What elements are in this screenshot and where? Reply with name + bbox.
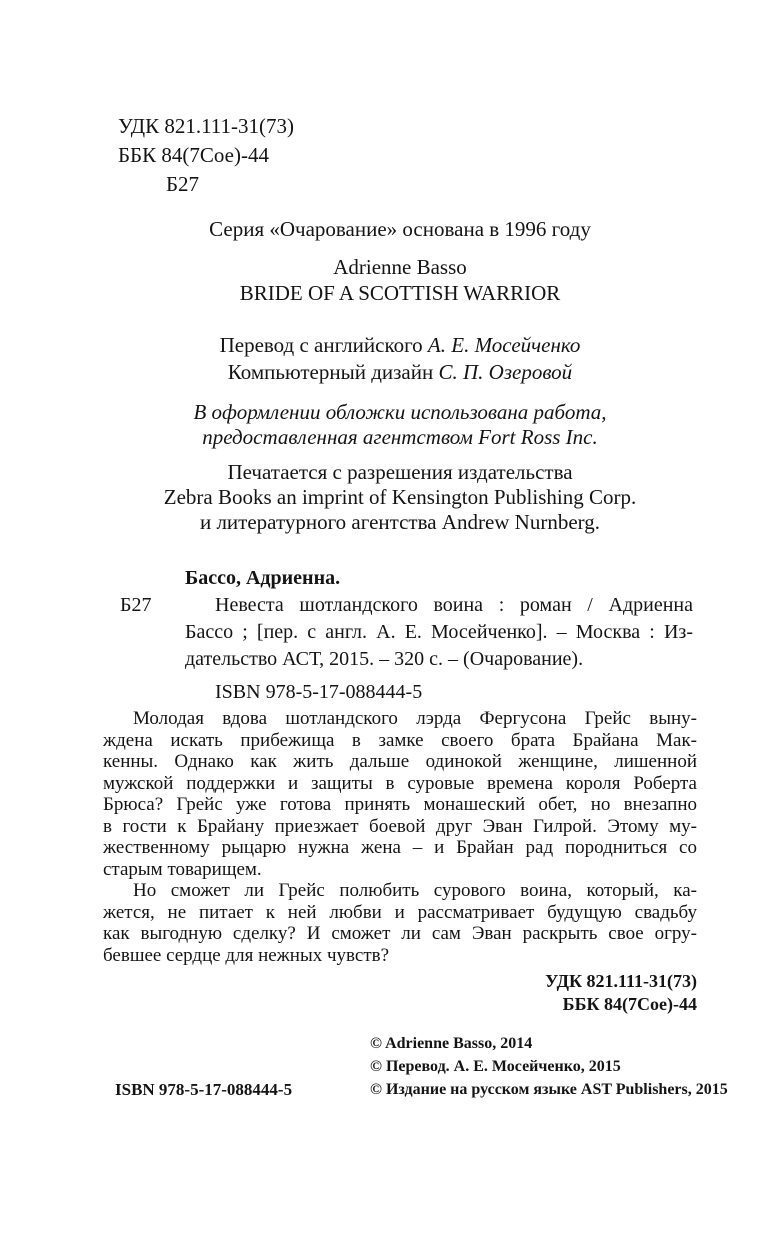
permission-note [0,460,768,535]
permission-line1: Печатается с разрешения издательства [227,460,573,484]
isbn-bottom: ISBN 978-5-17-088444-5 [115,1080,293,1099]
original-author: Adrienne Basso [333,255,467,279]
text-line: Но сможет ли Грейс полюбить сурового воина, который, ка- [133,880,697,901]
text-line: ждена искать прибежища в замке своего брата Брайана Мак- [103,729,697,751]
text-line: Бассо ; [пер. с англ. А. Е. Мосейченко]. – Москва : Из- [185,621,693,643]
text-line: старым товарищем. [103,858,262,880]
series-note: Серия «Очарование» основана в 1996 году [209,217,591,241]
text-line: © Издание на русском языке AST Publishers, 2015 [370,1081,728,1098]
catalog-codes-top [118,0,768,199]
permission-line3: и литературного агентства Andrew Nurnberg. [199,510,601,534]
design-label: Компьютерный дизайн [227,360,439,384]
text-line: жется, не питает к ней любви и рассматривает будущую свадьбу [103,901,697,923]
original-title: BRIDE OF A SCOTTISH WARRIOR [239,281,561,305]
text-line: © Adrienne Basso, 2014 [370,1035,533,1052]
bibliographic-record [120,565,693,673]
text-line: кенны. Однако как жить дальше одинокой женщине, лишенной [103,751,697,772]
biblio-author-sign: Б27 [120,594,152,616]
permission-line2: Zebra Books an imprint of Kensington Publishing Corp. [163,485,637,509]
annotation [103,708,697,966]
biblio-author-heading: Бассо, Адриенна. [185,567,341,589]
designer-name: С. П. Озеровой [438,360,573,384]
translator-name: А. Е. Мосейченко [427,333,581,357]
credits-block [0,332,768,386]
text-line: дательство АСТ, 2015. – 320 с. – (Очарование). [185,648,584,670]
text-line: как выгодную сделку? И сможет ли сам Эван раскрыть свое огру- [103,923,697,944]
cover-note-line1: В оформлении обложки использована работа, [193,400,607,424]
cover-art-note [0,400,768,450]
cover-note-line2: предоставленная агентством Fort Ross Inc. [202,425,598,449]
text-line: в гости к Брайану приезжает боевой друг Эван Гилрой. Этому му- [103,815,697,837]
text-line: Невеста шотландского воина : роман / Адриенна [215,594,693,616]
udc-code: УДК 821.111-31(73) [118,114,294,138]
annotation-paragraph-1 [103,708,697,880]
design-credit [103,359,697,386]
translation-label: Перевод с английского [219,333,428,357]
annotation-paragraph-2 [103,880,697,966]
text-line: жественному рыцарю нужна жена – и Брайан рад породниться со [103,837,697,858]
footer [115,1032,728,1101]
translation-credit [103,332,697,359]
bbk-code-bottom: ББК 84(7Сое)-44 [562,994,697,1014]
bbk-code: ББК 84(7Сое)-44 [118,143,269,167]
text-line: Молодая вдова шотландского лэрда Фергусона Грейс выну- [133,708,697,729]
author-sign-code: Б27 [166,172,200,196]
copyright-block [370,1032,728,1101]
isbn-middle: ISBN 978-5-17-088444-5 [215,681,423,703]
udc-code-bottom: УДК 821.111-31(73) [545,971,697,991]
text-line: мужской поддержки и защиты в суровые времена короля Роберта [103,772,697,794]
text-line: Брюса? Грейс уже готова принять монашеский обет, но внезапно [103,794,697,815]
text-line: бевшее сердце для нежных чувств? [103,944,390,966]
text-line: © Перевод. А. Е. Мосейченко, 2015 [370,1058,621,1075]
biblio-entry [185,592,693,673]
catalog-codes-bottom [0,970,697,1016]
